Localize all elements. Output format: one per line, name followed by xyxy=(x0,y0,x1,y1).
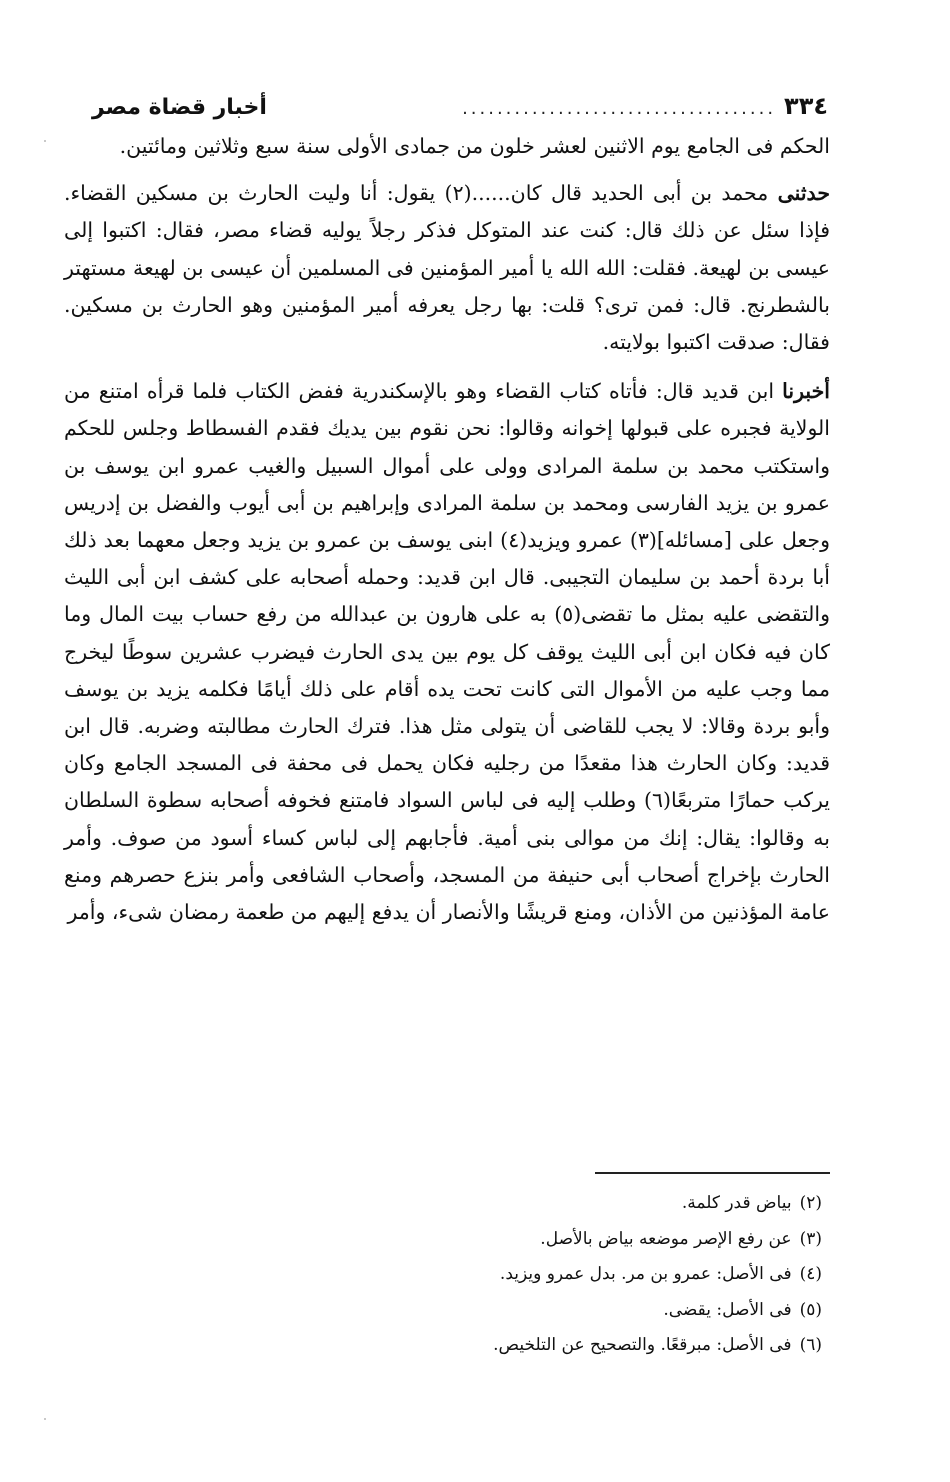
footnote-2 xyxy=(300,1186,822,1222)
footnote-text: فى الأصل: مبرقعًا. والتصحيح عن التلخيص. xyxy=(493,1335,792,1355)
running-header xyxy=(92,86,828,126)
scan-margin-speck xyxy=(44,1418,46,1420)
paragraph-lead-word: حدثنى xyxy=(777,181,830,206)
footnote-text: فى الأصل: عمرو بن مر. بدل عمرو ويزيد. xyxy=(499,1264,792,1284)
footnote-text: فى الأصل: يقضى. xyxy=(663,1299,792,1320)
header-leader-dots: .................................... xyxy=(462,98,777,119)
footnote-number: (٦) xyxy=(799,1335,822,1355)
footnote-number: (٥) xyxy=(799,1299,822,1320)
paragraph-akhbarana xyxy=(64,373,830,931)
paragraph-text: محمد بن أبى الحديد قال كان......(٢) يقول: أنا وليت الحارث بن مسكين القضاء. فإذا سئل عن ذلك قال: كنت عند المتوكل فذكر رجلاً يوليه قضاء مصر، فقال: اكتبوا إلى عيسى بن لهيعة. فقلت: الله الله يا أمير المؤمنين فى المسلمين أن عيسى بن لهيعة مستهتر بالشطرنج. قال: فمن ترى؟ قلت: بها رجل يعرفه أمير المؤمنين وهو الحارث بن مسكين. فقال: صدقت اكتبوا بولايته. xyxy=(64,181,830,355)
book-title: أخبار قضاة مصر xyxy=(92,95,267,120)
footnotes xyxy=(300,1186,822,1364)
footnote-4 xyxy=(300,1257,822,1293)
footnote-text: عن رفع الإصر موضعه بياض بالأصل. xyxy=(540,1228,792,1249)
footnote-number: (٤) xyxy=(799,1264,822,1284)
footnote-number: (٣) xyxy=(799,1228,822,1249)
page-number: ٣٣٤ xyxy=(784,92,828,120)
paragraph-continuation xyxy=(64,128,830,165)
paragraph-lead-word: أخبرنا xyxy=(782,379,830,404)
main-text xyxy=(64,128,830,931)
paragraph-text: الحكم فى الجامع يوم الاثنين لعشر خلون من جمادى الأولى سنة سبع وثلاثين ومائتين. xyxy=(119,134,830,158)
footnote-text: بياض قدر كلمة. xyxy=(681,1193,792,1213)
footnote-3 xyxy=(300,1222,822,1258)
footnote-6 xyxy=(300,1328,822,1364)
footnote-5 xyxy=(300,1293,822,1329)
scan-margin-speck xyxy=(44,140,46,142)
paragraph-hadathani xyxy=(64,175,830,361)
paragraph-text: ابن قديد قال: فأتاه كتاب القضاء وهو بالإسكندرية ففض الكتاب فلما قرأه امتنع من الولاية فجبره على قبولها إخوانه وقالوا: نحن نقوم بين يديك فقدم الفسطاط وجلس للحكم واستكتب محمد بن سلمة المرادى وولى على أموال السبيل والغيب عمرو ابن يوسف بن عمرو بن يزيد الفارسى ومحمد بن سلمة المرادى وإبراهيم بن أبى أيوب والفضل بن إدريس وجعل على [مسائله](٣) عمرو ويزيد(٤) ابنى يوسف بن عمرو بن يزيد وجعل معهما بعد ذلك أبا بردة أحمد بن سليمان التجيبى. قال ابن قديد: وحمله أصحابه على كشف ابن أبى الليث والتقضى عليه بمثل ما تقضى(٥) به على هارون بن عبدالله من رفع حساب بيت المال وما كان فيه فكان ابن أبى الليث يوقف كل يوم بين يدى الحارث فيضرب عشرين سوطًا ليخرج مما وجب عليه من الأموال التى كانت تحت يده أقام على ذلك أيامًا فكلمه يزيد بن يوسف وأبو بردة وقالا: لا يجب للقاضى أن يتولى مثل هذا. فترك الحارث مطالبته وضربه. قال ابن قديد: وكان الحارث هذا مقعدًا من رجليه فكان يحمل فى محفة فى المسجد الجامع وكان يركب حمارًا متربعًا(٦) وطلب إليه فى لباس السواد فامتنع فخوفه أصحابه سطوة السلطان به وقالوا: يقال: إنك من موالى بنى أمية. فأجابهم إلى لباس كساء أسود من صوف. وأمر الحارث بإخراج أصحاب أبى حنيفة من المسجد، وأصحاب الشافعى وأمر بنزع حصرهم ومنع عامة المؤذنين من الأذان، ومنع قريشًا والأنصار أن يدفع إليهم من طعمة رمضان شىء، وأمر xyxy=(64,379,830,925)
footnote-number: (٢) xyxy=(799,1193,822,1213)
footnote-separator xyxy=(595,1172,830,1174)
